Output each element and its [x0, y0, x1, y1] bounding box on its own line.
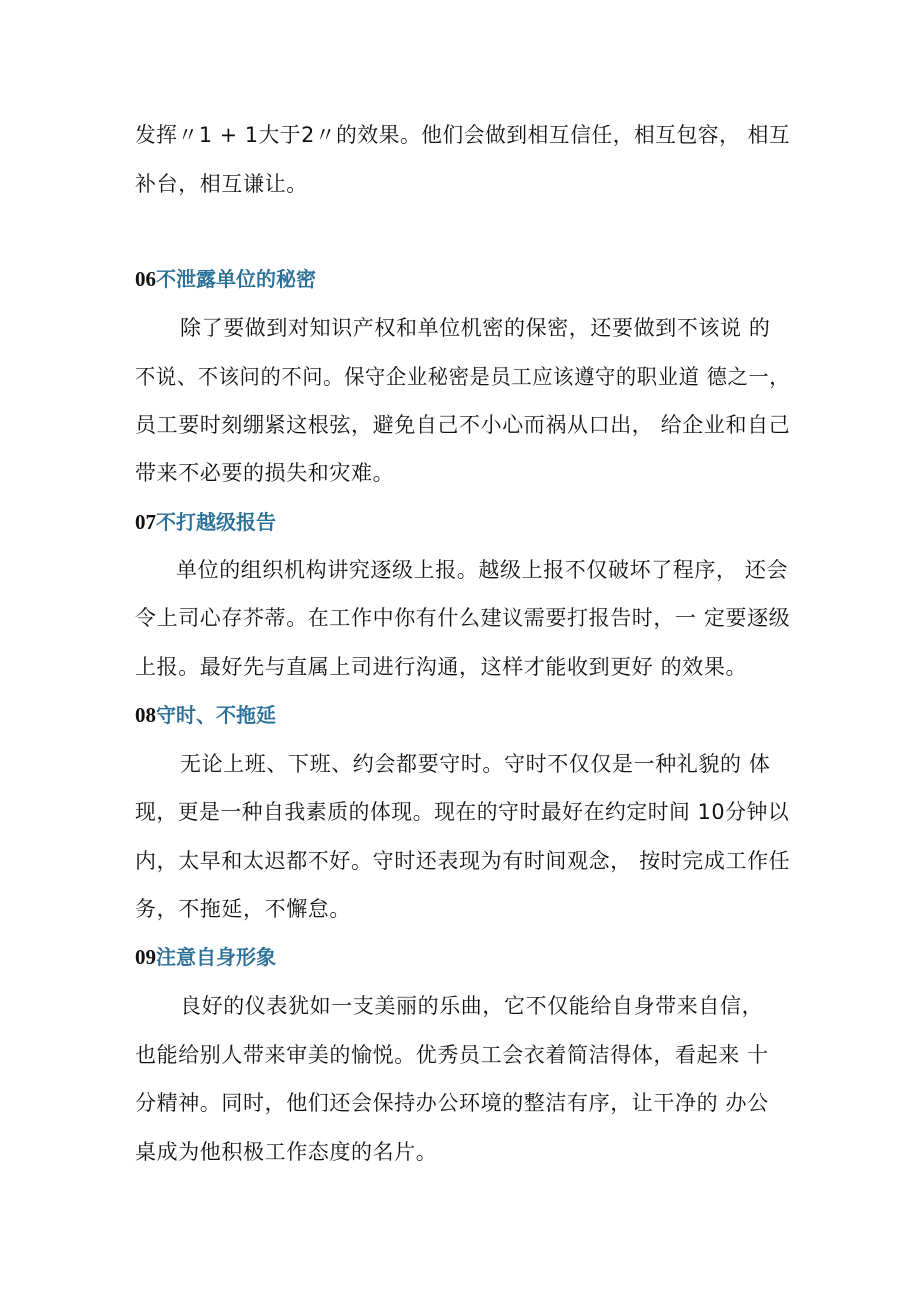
section-number: 07: [135, 510, 156, 534]
section-heading-07: [135, 507, 276, 537]
intro-line-1: 发挥〃1 + 1大于2〃的效果。他们会做到相互信任，相互包容， 相互: [135, 123, 791, 147]
section-number: 08: [135, 703, 156, 727]
section-06-line-2: 不说、不该问的不问。保守企业秘密是员工应该遵守的职业道 德之一，: [135, 365, 791, 389]
section-heading-09: [135, 942, 276, 972]
section-number: 06: [135, 267, 156, 291]
section-06-line-4: 带来不必要的损失和灾难。: [135, 461, 395, 485]
section-heading-06: [135, 264, 316, 294]
section-07-line-2: 令上司心存芥蒂。在工作中你有什么建议需要打报告时，一 定要逐级: [135, 606, 791, 630]
section-08-line-1: 无论上班、下班、约会都要守时。守时不仅仅是一种礼貌的 体: [180, 752, 771, 776]
section-08-line-3: 内，太早和太迟都不好。守时还表现为有时间观念， 按时完成工作任: [135, 849, 791, 873]
section-07-line-1: 单位的组织机构讲究逐级上报。越级上报不仅破坏了程序， 还会: [176, 558, 789, 582]
section-06-line-1: 除了要做到对知识产权和单位机密的保密，还要做到不该说 的: [180, 316, 771, 340]
intro-line-2: 补台，相互谦让。: [135, 172, 308, 196]
section-09-line-1: 良好的仪表犹如一支美丽的乐曲，它不仅能给自身带来自信，: [180, 994, 764, 1018]
section-08-line-4: 务，不拖延，不懈怠。: [135, 897, 351, 921]
section-title: 不打越级报告: [156, 510, 276, 534]
section-09-line-4: 桌成为他积极工作态度的名片。: [135, 1140, 438, 1164]
section-title: 不泄露单位的秘密: [156, 267, 316, 291]
section-number: 09: [135, 945, 156, 969]
section-09-line-3: 分精神。同时，他们还会保持办公环境的整洁有序，让干净的 办公: [135, 1091, 769, 1115]
section-heading-08: [135, 700, 276, 730]
section-title: 守时、不拖延: [156, 703, 276, 727]
section-title: 注意自身形象: [156, 945, 276, 969]
section-06-line-3: 员工要时刻绷紧这根弦，避免自己不小心而祸从口出， 给企业和自己: [135, 413, 791, 437]
section-09-line-2: 也能给别人带来审美的愉悦。优秀员工会衣着简洁得体，看起来 十: [135, 1043, 769, 1067]
section-08-line-2: 现，更是一种自我素质的体现。现在的守时最好在约定时间 10分钟以: [135, 800, 790, 824]
section-07-line-3: 上报。最好先与直属上司进行沟通，这样才能收到更好 的效果。: [135, 655, 748, 679]
